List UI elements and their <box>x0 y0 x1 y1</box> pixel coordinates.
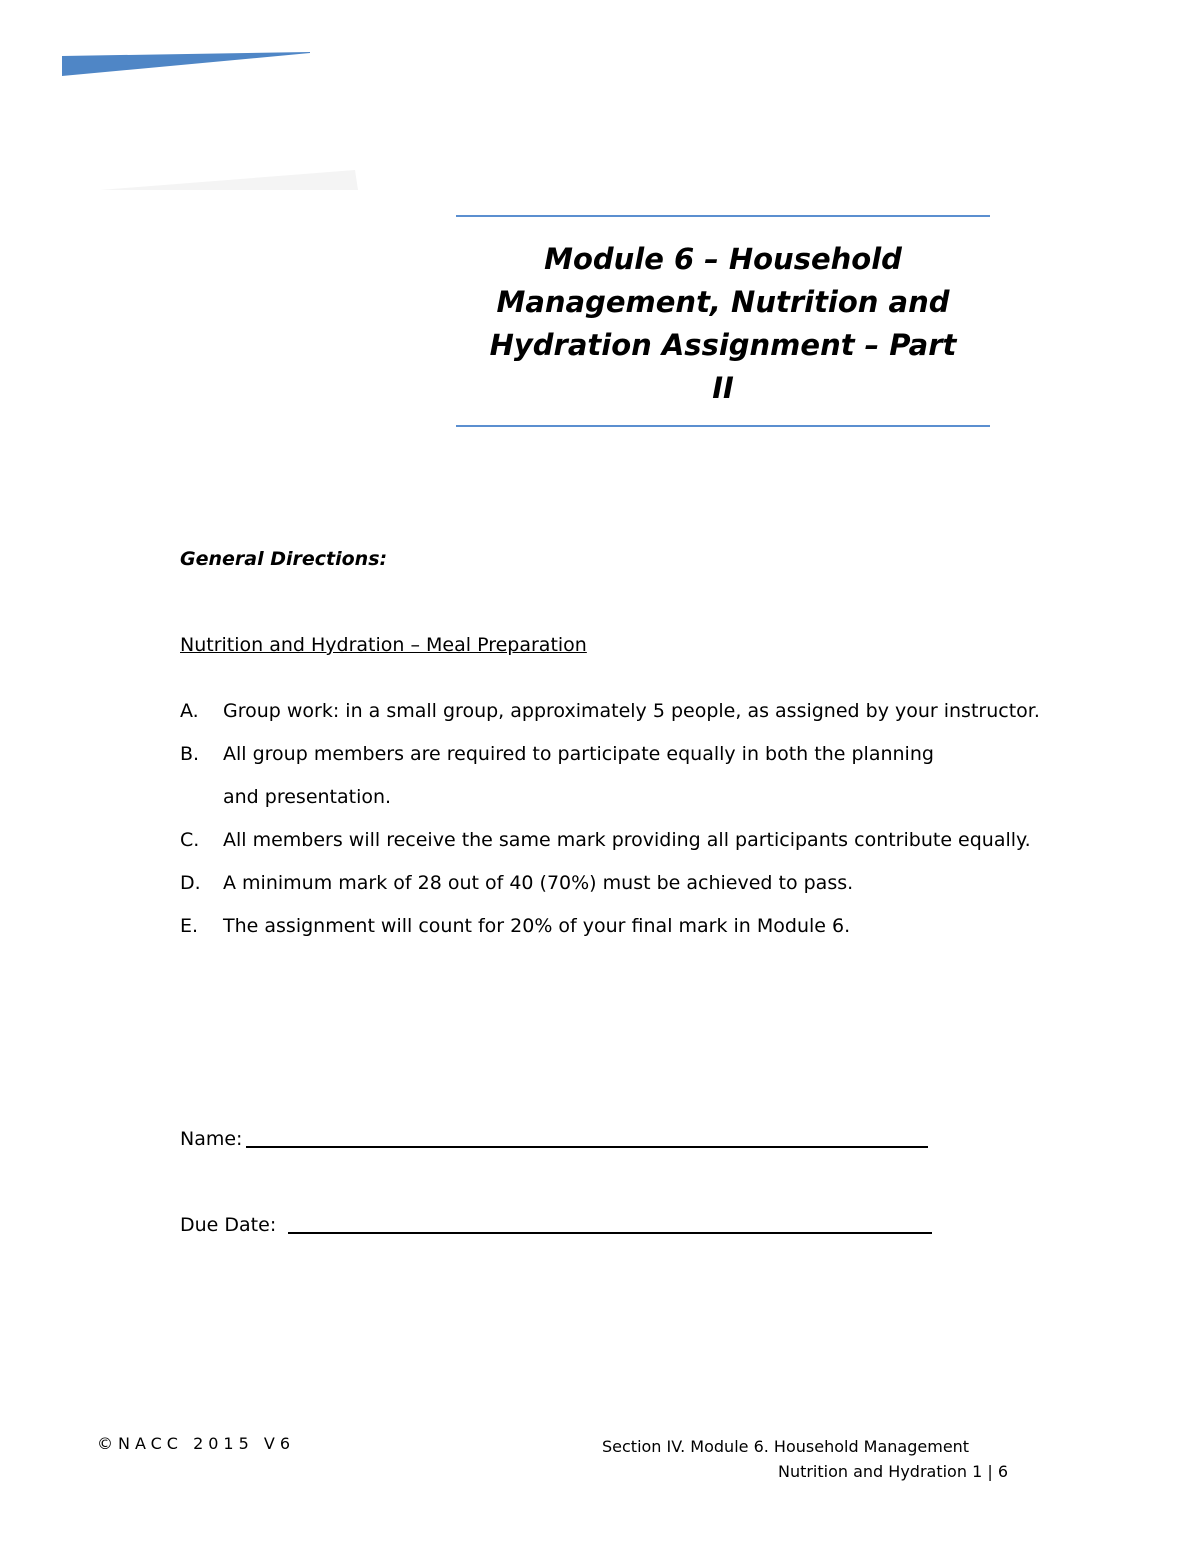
title-line: Management, Nutrition and <box>496 285 950 319</box>
list-item <box>180 819 1080 862</box>
list-item-continuation <box>180 776 1080 819</box>
list-text: All group members are required to participate equally in both the planning <box>223 743 934 765</box>
logo-stripe <box>62 52 310 76</box>
list-text: Group work: in a small group, approximately 5 people, as assigned by your instructor. <box>223 700 1040 722</box>
due-date-blank-line[interactable] <box>288 1232 932 1234</box>
footer-page-number: Nutrition and Hydration 1 | 6 <box>777 1462 1008 1481</box>
directions-list <box>180 690 1080 948</box>
name-blank-line[interactable] <box>246 1146 928 1148</box>
list-letter: A. <box>180 700 199 722</box>
list-text: All members will receive the same mark providing all participants contribute equally. <box>223 829 1031 851</box>
title-line: Hydration Assignment – Part <box>489 328 957 362</box>
list-letter: B. <box>180 743 200 765</box>
due-date-label: Due Date: <box>180 1214 277 1236</box>
footer-page-info <box>560 1434 1008 1484</box>
list-item <box>180 905 1080 948</box>
page-title <box>456 238 990 410</box>
list-text: A minimum mark of 28 out of 40 (70%) must be achieved to pass. <box>223 872 854 894</box>
logo-shadow <box>100 168 360 192</box>
footer-section: Section IV. Module 6. Household Management <box>602 1437 970 1456</box>
title-rule-top <box>456 215 990 217</box>
title-line: II <box>712 371 734 405</box>
list-text: and presentation. <box>223 786 392 808</box>
list-item <box>180 733 1080 776</box>
title-line: Module 6 – Household <box>544 242 902 276</box>
logo-graphic <box>62 52 312 78</box>
footer-copyright: ©NACC 2015 V6 <box>97 1434 295 1453</box>
list-letter: C. <box>180 829 200 851</box>
list-letter: D. <box>180 872 201 894</box>
section-subheading: Nutrition and Hydration – Meal Preparation <box>180 634 587 656</box>
due-date-field[interactable] <box>180 1214 932 1236</box>
title-rule-bottom <box>456 425 990 427</box>
name-field[interactable] <box>180 1128 928 1150</box>
list-text: The assignment will count for 20% of your final mark in Module 6. <box>223 915 851 937</box>
list-item <box>180 690 1080 733</box>
name-label: Name: <box>180 1128 243 1150</box>
list-letter: E. <box>180 915 199 937</box>
directions-heading: General Directions: <box>180 548 388 570</box>
list-item <box>180 862 1080 905</box>
